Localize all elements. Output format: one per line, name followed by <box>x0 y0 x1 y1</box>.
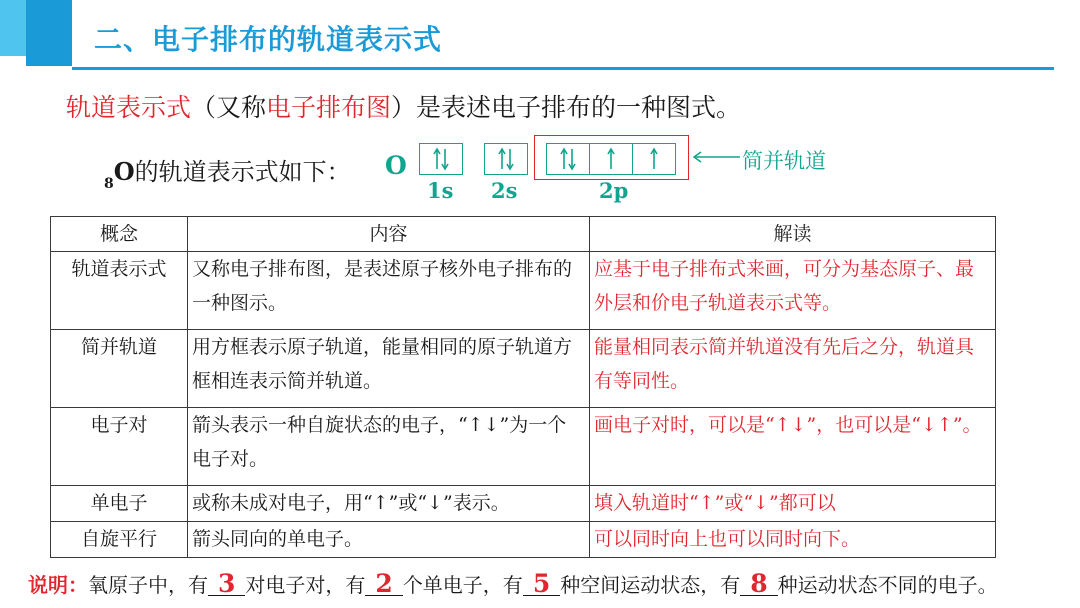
table-row <box>51 252 996 330</box>
header-divider <box>72 67 1054 70</box>
spin-up-arrow-icon <box>434 149 440 169</box>
orbital-label-2p: 2p <box>599 178 629 203</box>
cell-interpretation: 画电子对时，可以是“↑↓”，也可以是“↓↑”。 <box>590 408 996 486</box>
table-row <box>51 408 996 486</box>
cell-content: 用方框表示原子轨道，能量相同的原子轨道方框相连表示简并轨道。 <box>188 330 590 408</box>
answer-blank-spatial: 5 <box>523 573 560 596</box>
concept-table <box>50 216 996 558</box>
atomic-number: 8 <box>104 176 114 192</box>
table-row <box>51 486 996 522</box>
intro-text-a: （又称 <box>191 93 267 122</box>
column-header-interpretation: 解读 <box>590 217 996 252</box>
orbital-label-1s: 1s <box>427 178 454 203</box>
orbital-box-2s <box>484 143 528 175</box>
term-electron-diagram: 电子排布图 <box>266 93 392 122</box>
cell-concept: 单电子 <box>51 486 188 522</box>
intro-sentence <box>66 88 741 124</box>
cell-interpretation: 填入轨道时“↑”或“↓”都可以 <box>590 486 996 522</box>
element-symbol: O <box>113 157 135 186</box>
summary-note <box>28 569 998 598</box>
header-decoration-dark <box>26 0 72 66</box>
column-header-content: 内容 <box>188 217 590 252</box>
table-header-row <box>51 217 996 252</box>
column-header-concept: 概念 <box>51 217 188 252</box>
degenerate-orbital-highlight <box>534 135 689 180</box>
example-label <box>104 152 351 192</box>
spin-down-arrow-icon <box>442 149 448 169</box>
cell-concept: 电子对 <box>51 408 188 486</box>
answer-blank-pairs: 3 <box>208 573 245 596</box>
orbital-box-1s <box>419 143 463 175</box>
orbital-label-2s: 2s <box>491 178 518 203</box>
electron-pair-icon <box>496 146 516 172</box>
cell-concept: 自旋平行 <box>51 522 188 558</box>
cell-interpretation: 应基于电子排布式来画，可分为基态原子、最外层和价电子轨道表示式等。 <box>590 252 996 330</box>
electron-pair-icon <box>431 146 451 172</box>
note-text: 对电子对，有 <box>245 573 366 597</box>
note-lead: 说明： <box>28 573 88 597</box>
term-orbital-diagram: 轨道表示式 <box>66 93 192 122</box>
cell-concept: 简并轨道 <box>51 330 188 408</box>
callout-arrow-icon <box>690 150 742 164</box>
orbital-cell <box>420 144 462 174</box>
answer-blank-motion: 8 <box>740 573 777 596</box>
atom-symbol: O <box>385 151 407 180</box>
cell-interpretation: 可以同时向上也可以同时向下。 <box>590 522 996 558</box>
cell-content: 箭头同向的单电子。 <box>188 522 590 558</box>
cell-content: 或称未成对电子，用“↑”或“↓”表示。 <box>188 486 590 522</box>
cell-concept: 轨道表示式 <box>51 252 188 330</box>
page-title: 二、电子排布的轨道表示式 <box>94 23 443 56</box>
degenerate-orbital-callout: 简并轨道 <box>742 149 826 173</box>
note-text: 个单电子，有 <box>402 573 523 597</box>
example-label-text: 的轨道表示式如下： <box>134 158 351 186</box>
spin-down-arrow-icon <box>507 149 513 169</box>
intro-text-b: ）是表述电子排布的一种图式。 <box>391 93 742 122</box>
note-text: 种运动状态不同的电子。 <box>777 573 998 597</box>
table-row <box>51 522 996 558</box>
answer-blank-single: 2 <box>365 573 402 596</box>
cell-interpretation: 能量相同表示简并轨道没有先后之分，轨道具有等同性。 <box>590 330 996 408</box>
spin-up-arrow-icon <box>499 149 505 169</box>
note-text: 氧原子中，有 <box>88 573 208 597</box>
cell-content: 箭头表示一种自旋状态的电子，“↑↓”为一个电子对。 <box>188 408 590 486</box>
table-row <box>51 330 996 408</box>
note-text: 种空间运动状态，有 <box>560 573 741 597</box>
cell-content: 又称电子排布图，是表述原子核外电子排布的一种图示。 <box>188 252 590 330</box>
orbital-cell <box>485 144 527 174</box>
